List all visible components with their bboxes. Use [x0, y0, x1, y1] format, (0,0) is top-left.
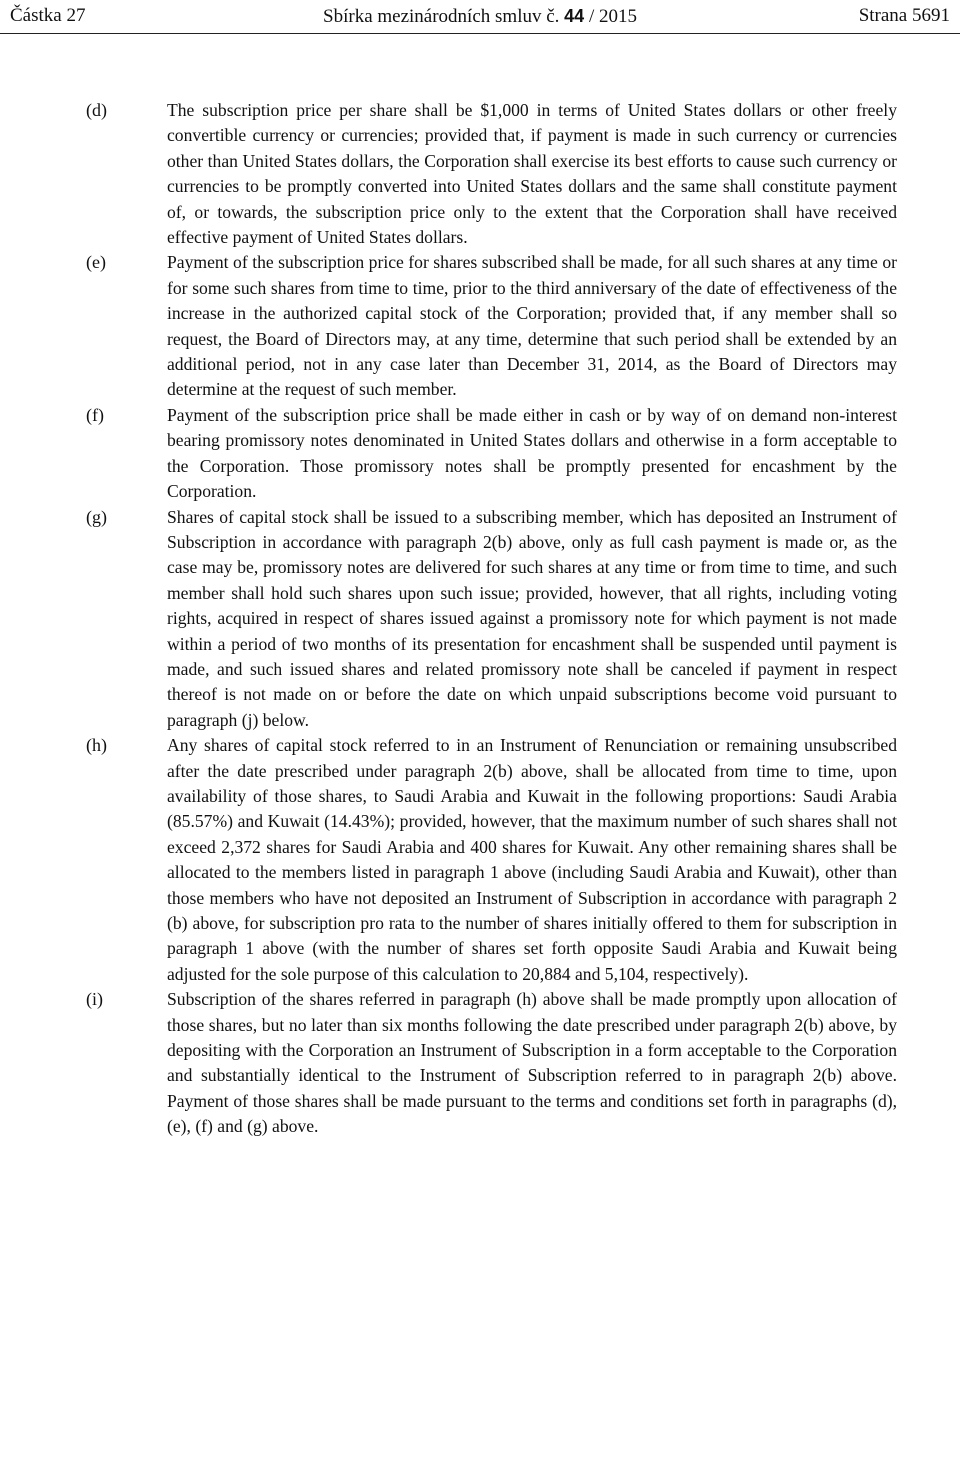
header-page-number: Strana 5691	[858, 5, 950, 26]
header-collection-title	[10, 3, 950, 30]
paragraph-i	[0, 987, 960, 1139]
paragraph-g	[0, 505, 960, 734]
header-part-number: Částka 27	[10, 5, 86, 26]
paragraph-f	[0, 403, 960, 505]
paragraph-text: Payment of the subscription price for shares subscribed shall be made, for all such shares at any time or for some such shares from time to time, prior to the third anniversary of the date of effectiveness of the increase in the authorized capital stock of the Corporation; provided that, if any member shall so request, the Board of Directors may, at any time, determine that such period shall be extended by an additional period, not in any case later than December 31, 2014, as the Board of Directors may determine at the request of such member.	[167, 252, 897, 400]
paragraph-e	[0, 250, 960, 402]
header-divider	[0, 33, 960, 34]
paragraph-text: Subscription of the shares referred in paragraph (h) above shall be made promptly upon allocation of those shares, but no later than six months following the date prescribed under paragraph 2(b) above, by depositing with the Corporation an Instrument of Subscription in a form acceptable to the Corporation and substantially identical to the Instrument of Subscription referred to in paragraph 2(b) above. Payment of those shares shall be made pursuant to the terms and conditions set forth in paragraphs (d), (e), (f) and (g) above.	[167, 989, 897, 1137]
paragraph-label: (i)	[86, 989, 103, 1010]
paragraph-label: (g)	[86, 506, 107, 527]
page-header	[10, 3, 950, 29]
header-issue-number: 44	[564, 6, 585, 26]
paragraph-d	[0, 98, 960, 250]
paragraph-text: Shares of capital stock shall be issued to a subscribing member, which has deposited an Instrument of Subscription in accordance with paragraph 2(b) above, only as full cash payment is made or, as the case may be, promissory notes are delivered for such shares at any time or from time to time, and such member shall hold such shares upon such issue; provided, however, that all rights, including voting rights, acquired in respect of shares issued against a promissory note for which payment is not made within a period of two months of its presentation for encashment shall be suspended until payment is made, and such issued shares and related promissory note shall be canceled if payment in respect thereof is not made on or before the date on which unpaid subscriptions become void pursuant to paragraph (j) below.	[167, 506, 897, 730]
paragraph-text: Any shares of capital stock referred to in an Instrument of Renunciation or remaining unsubscribed after the date prescribed under paragraph 2(b) above, shall be allocated from time to time, upon availability of those shares, to Saudi Arabia and Kuwait in the following proportions: Saudi Arabia (85.57%) and Kuwait (14.43%); provided, however, that the maximum number of such shares shall not exceed 2,372 shares for Saudi Arabia and 400 shares for Kuwait. Any other remaining shares shall be allocated to the members listed in paragraph 1 above (including Saudi Arabia and Kuwait), other than those members who have not deposited an Instrument of Subscription in accordance with paragraph 2 (b) above, for subscription pro rata to the number of shares initially offered to them for subscription in paragraph 1 above (with the number of shares set forth opposite Saudi Arabia and Kuwait being adjusted for the sole purpose of this calculation to 20,884 and 5,104, respectively).	[167, 735, 897, 984]
document-body	[0, 98, 960, 1140]
paragraph-text: The subscription price per share shall be $1,000 in terms of United States dollars or other freely convertible currency or currencies; provided that, if payment is made in such currency or currencies other than United States dollars, the Corporation shall exercise its best efforts to cause such currency or currencies to be promptly converted into United States dollars and the same shall constitute payment of, or towards, the subscription price only to the extent that the Corporation shall have received effective payment of United States dollars.	[167, 100, 897, 248]
header-year: / 2015	[588, 6, 637, 27]
header-collection-name: Sbírka mezinárodních smluv č.	[323, 6, 560, 27]
paragraph-label: (h)	[86, 735, 107, 756]
paragraph-text: Payment of the subscription price shall be made either in cash or by way of on demand non-interest bearing promissory notes denominated in United States dollars and otherwise in a form acceptable to the Corporation. Those promissory notes shall be promptly presented for encashment by the Corporation.	[167, 404, 897, 502]
paragraph-label: (f)	[86, 404, 104, 425]
paragraph-label: (d)	[86, 100, 107, 120]
paragraph-label: (e)	[86, 252, 106, 273]
paragraph-h	[0, 733, 960, 987]
